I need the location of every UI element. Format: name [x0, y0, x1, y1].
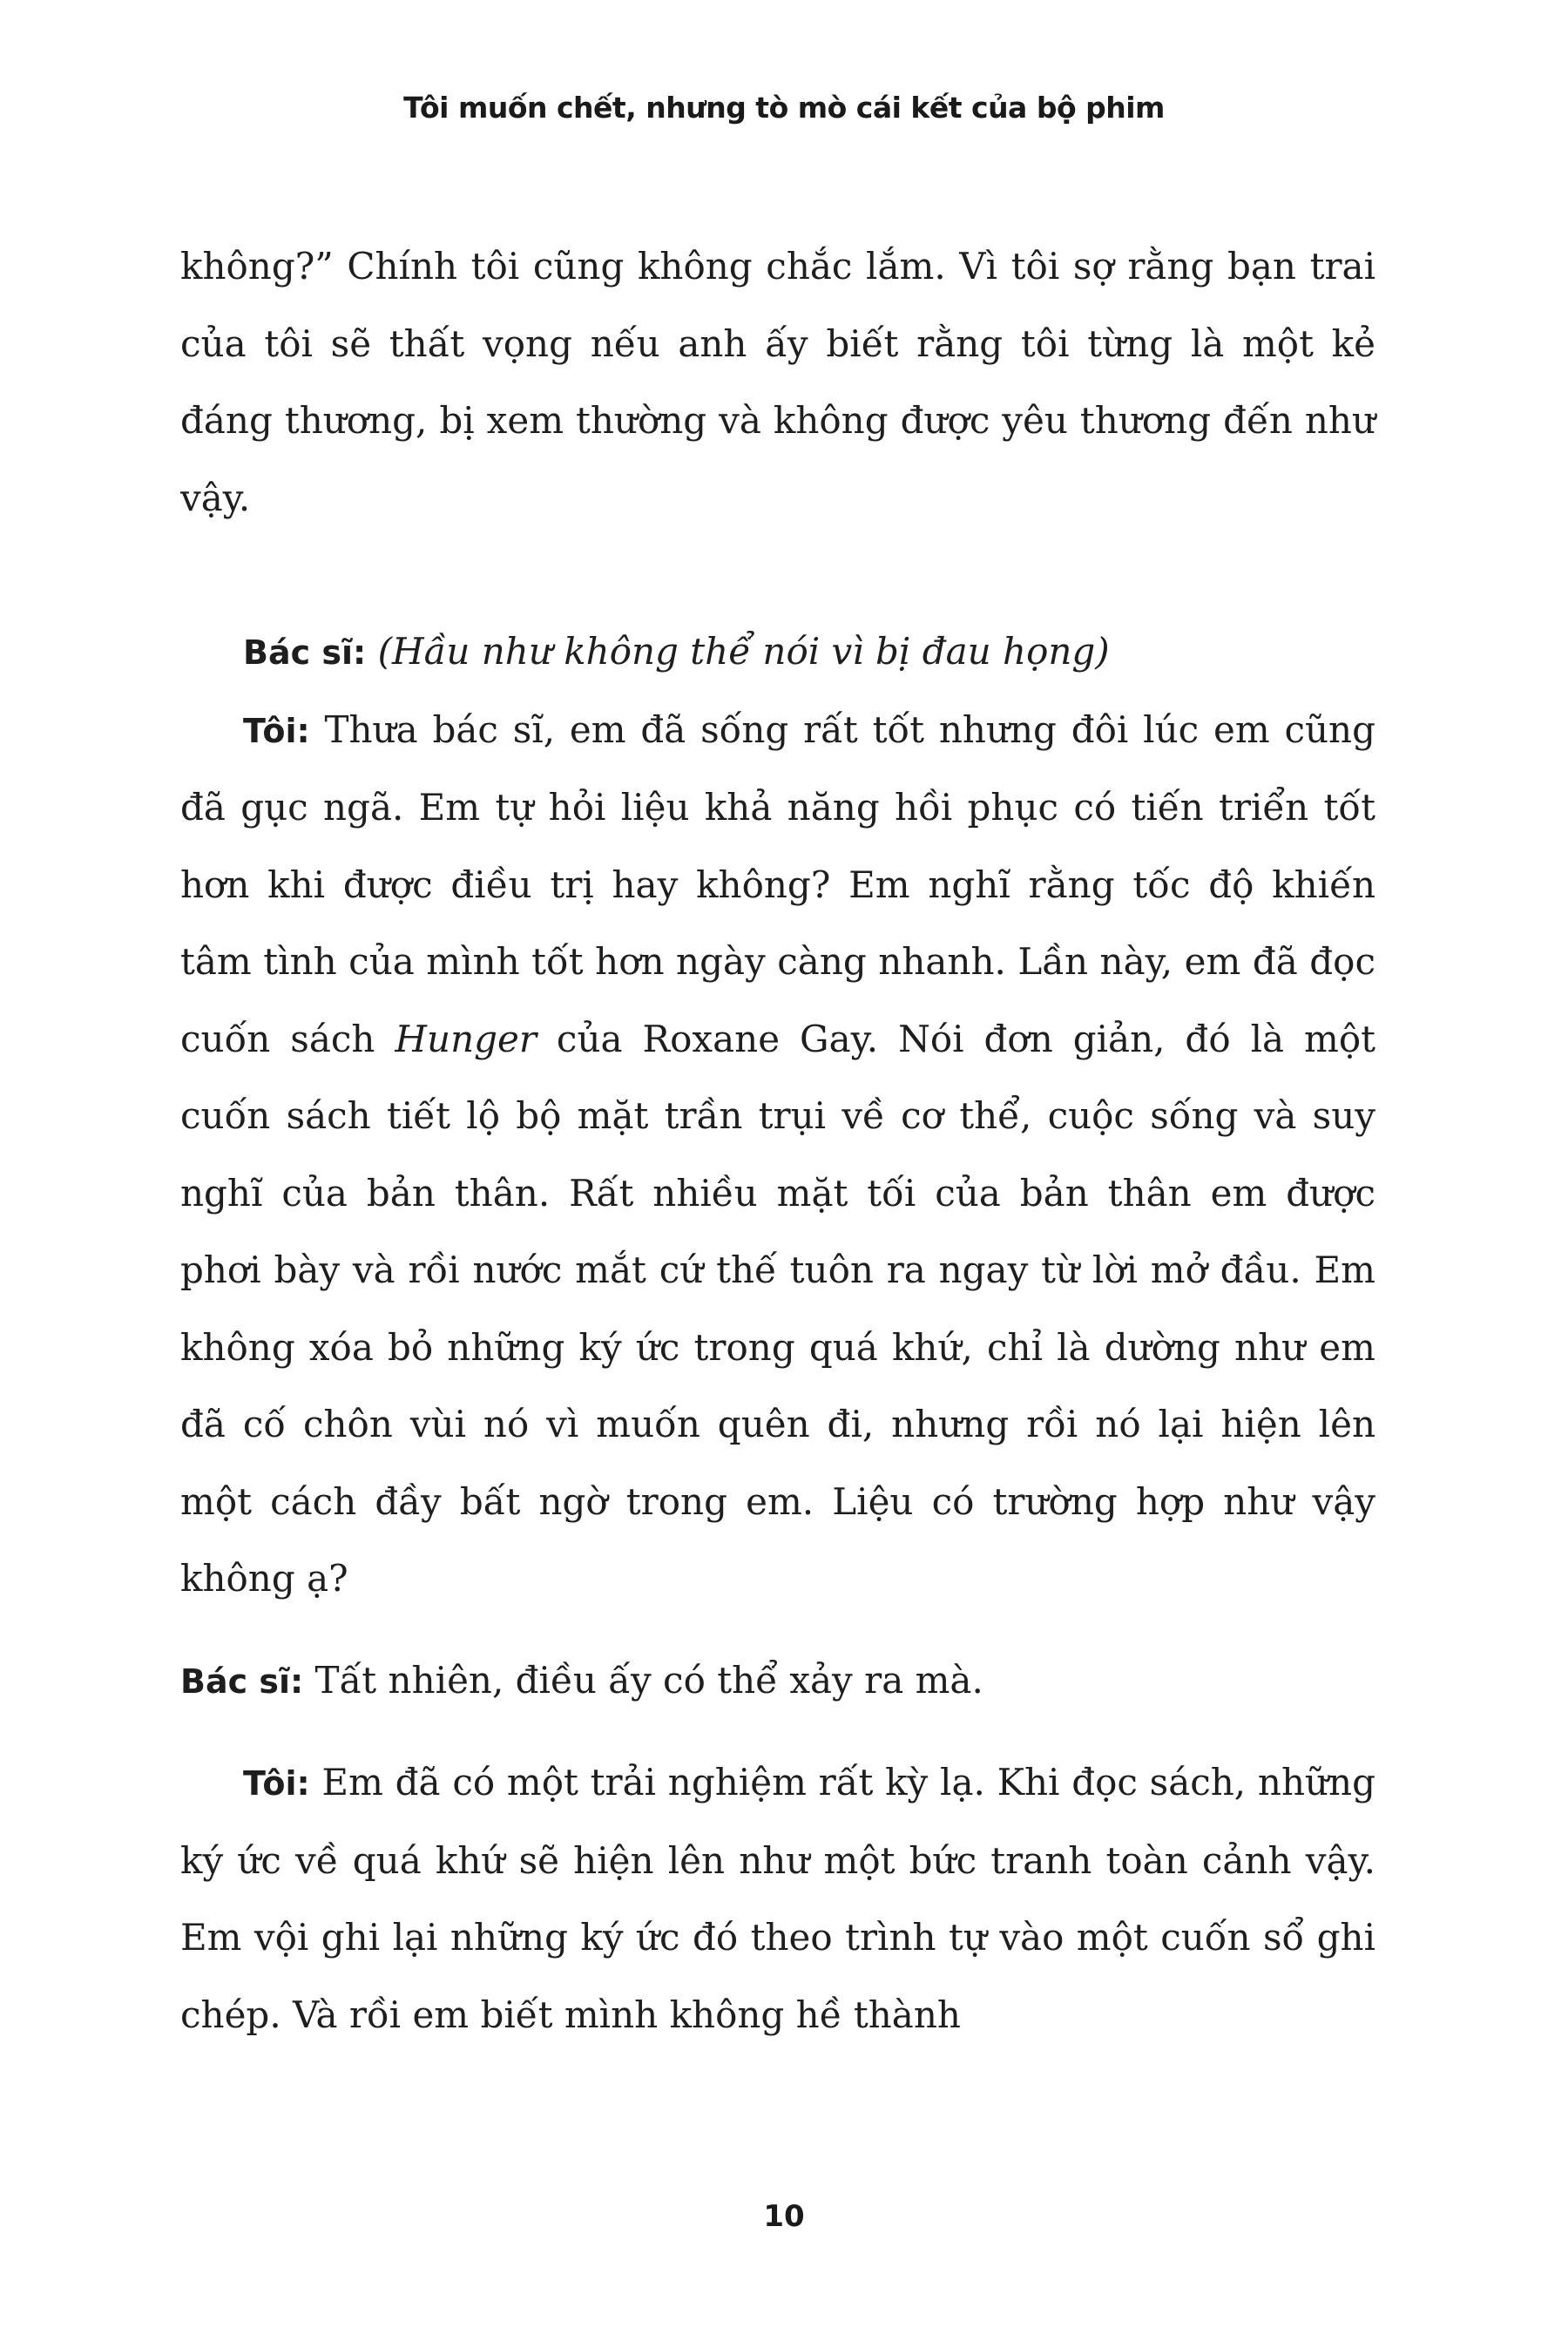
paragraph-text: của Roxane Gay. Nói đơn giản, đó là một cuốn sách tiết lộ bộ mặt trần trụi về cơ thể, cuộc sống và suy nghĩ của bản thân. Rất nhiều mặt tối của bản thân em được phơi bày và rồi nước mắt cứ thế tuôn ra ngay từ lời mở đầu. Em không xóa bỏ những ký ức trong quá khứ, chỉ là dường như em đã cố chôn vùi nó vì muốn quên đi, nhưng rồi nó lại hiện lên một cách đầy bất ngờ trong em. Liệu có trường hợp như vậy không ạ? — [180, 1017, 1376, 1600]
paragraph-me-2 — [180, 1744, 1375, 2054]
paragraph-text: không?” Chính tôi cũng không chắc lắm. Vì tôi sợ rằng bạn trai của tôi sẽ thất vọng nếu anh ấy biết rằng tôi từng là một kẻ đáng thương, bị xem thường và không được yêu thương đến như vậy. — [180, 245, 1375, 519]
paragraph-text: Thưa bác sĩ, em đã sống rất tốt nhưng đôi lúc em cũng đã gục ngã. Em tự hỏi liệu khả năng hồi phục có tiến triển tốt hơn khi được điều trị hay không? Em nghĩ rằng tốc độ khiến tâm tình của mình tốt hơn ngày càng nhanh. Lần này, em đã đọc cuốn sách — [180, 707, 1375, 1060]
speaker-label-me: Tôi: — [243, 1764, 310, 1803]
paragraph-continuation — [180, 228, 1375, 537]
speaker-label-doctor: Bác sĩ: — [243, 633, 367, 672]
paragraph-me-1 — [180, 692, 1375, 1618]
running-head: Tôi muốn chết, nhưng tò mò cái kết của bộ phim — [403, 91, 1165, 125]
stage-direction: (Hầu như không thể nói vì bị đau họng) — [377, 630, 1110, 673]
paragraph-doctor-1 — [180, 613, 1375, 692]
speaker-label-doctor: Bác sĩ: — [180, 1661, 304, 1701]
paragraph-text: Em đã có một trải nghiệm rất kỳ lạ. Khi đọc sách, những ký ức về quá khứ sẽ hiện lên như một bức tranh toàn cảnh vậy. Em vội ghi lại những ký ức đó theo trình tự vào một cuốn sổ ghi chép. Và rồi em biết mình không hề thành — [180, 1761, 1375, 2036]
book-title: Hunger — [395, 1017, 537, 1060]
speaker-label-me: Tôi: — [243, 711, 310, 750]
paragraph-text: Tất nhiên, điều ấy có thể xảy ra mà. — [303, 1658, 983, 1702]
paragraph-doctor-2 — [180, 1642, 1375, 1721]
page-number: 10 — [763, 2199, 805, 2234]
body-text — [180, 228, 1375, 2054]
